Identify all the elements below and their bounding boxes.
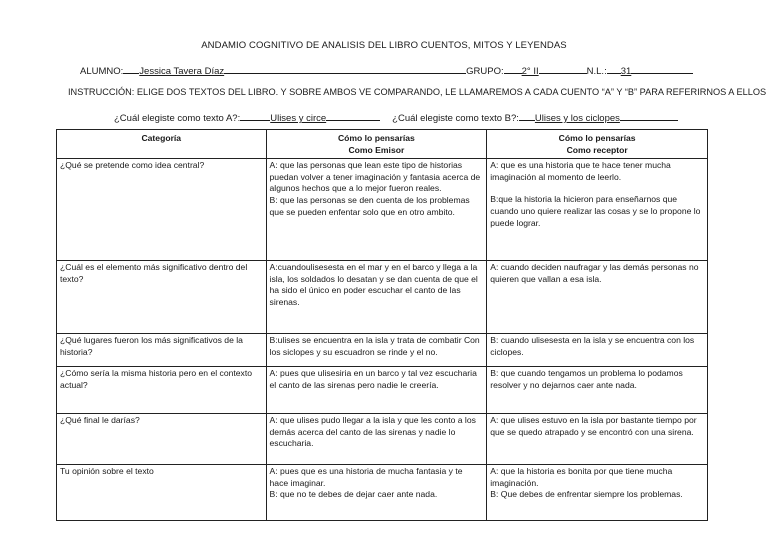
header-categoria: Categoría: [57, 130, 267, 159]
blank-line: [519, 111, 535, 121]
emisor-cell: A: pues que ulisesiria en un barco y tal vez escucharia el canto de las sirenas pero nadie le creería.: [266, 367, 487, 414]
table-header-row: [57, 130, 708, 159]
table-row: [57, 367, 708, 414]
receptor-cell: B: cuando ulisesesta en la isla y se encuentra con los ciclopes.: [487, 334, 708, 367]
categoria-cell: ¿Qué se pretende como idea central?: [57, 159, 267, 261]
receptor-cell: A: que la historia es bonita por que tiene mucha imaginación. B: Que debes de enfrentar siempre los problemas.: [487, 465, 708, 521]
receptor-cell: B: que cuando tengamos un problema lo podamos resolver y no dejarnos caer ante nada.: [487, 367, 708, 414]
blank-line: [607, 64, 621, 74]
nl-label: N.L.:: [586, 66, 607, 77]
blank-line: [539, 64, 587, 74]
grupo-value: 2° II: [521, 66, 539, 77]
receptor-cell: A: cuando deciden naufragar y las demás personas no quieren que vallan a esa isla.: [487, 261, 708, 334]
categoria-cell: ¿Qué final le darías?: [57, 414, 267, 465]
document-title: ANDAMIO COGNITIVO DE ANALISIS DEL LIBRO CUENTOS, MITOS Y LEYENDAS: [201, 40, 567, 51]
categoria-cell: ¿Qué lugares fueron los más significativos de la historia?: [57, 334, 267, 367]
alumno-value: Jessica Tavera Díaz: [139, 66, 225, 77]
alumno-label: ALUMNO:: [80, 66, 124, 77]
header-receptor: Cómo lo pensarías Como receptor: [487, 130, 708, 159]
table-row: [57, 414, 708, 465]
blank-line: [326, 111, 380, 121]
emisor-cell: A: que las personas que lean este tipo de historias puedan volver a tener imaginación y fantasia acerca de algunos hechos que a lo mejor fueron reales. B: que las personas se den cuenta de los problemas que se pueden enfentar solo que en otro ambito.: [266, 159, 487, 261]
header-emisor: Cómo lo pensarías Como Emisor: [266, 130, 487, 159]
text-a-label: ¿Cuál elegiste como texto A?:: [114, 113, 241, 124]
table-row: [57, 261, 708, 334]
receptor-cell: A: que ulises estuvo en la isla por bastante tiempo por que se quedo atrapado y se encontró con una sirena.: [487, 414, 708, 465]
emisor-cell: A: que ulises pudo llegar a la isla y que les conto a los demás acerca del canto de las sirenas y nadie lo escucharia.: [266, 414, 487, 465]
blank-line: [240, 111, 270, 121]
categoria-cell: Tu opinión sobre el texto: [57, 465, 267, 521]
grupo-label: GRUPO:: [466, 66, 504, 77]
table-row: [57, 465, 708, 521]
chosen-texts-line: [114, 111, 678, 124]
emisor-cell: A:cuandoulisesesta en el mar y en el barco y llega a la isla, los soldados lo desatan y se dan cuenta de que el ha sido el único en poder escuchar el canto de las sirenas.: [266, 261, 487, 334]
analysis-table: [56, 129, 708, 521]
emisor-cell: A: pues que es una historia de mucha fantasia y te hace imaginar. B: que no te debes de dejar caer ante nada.: [266, 465, 487, 521]
blank-line: [631, 64, 693, 74]
table-row: [57, 159, 708, 261]
emisor-cell: B:ulises se encuentra en la isla y trata de combatir Con los siclopes y su escuadron se rinde y el no.: [266, 334, 487, 367]
receptor-cell: A: que es una historia que te hace tener mucha imaginación al momento de leerlo. B:que la historia la hicieron para enseñarnos que cuando uno quiere realizar las cosas y se lo propone lo puede lograr.: [487, 159, 708, 261]
blank-line: [504, 64, 522, 74]
categoria-cell: ¿Cómo sería la misma historia pero en el contexto actual?: [57, 367, 267, 414]
instruction-text: INSTRUCCIÓN: ELIGE DOS TEXTOS DEL LIBRO. Y SOBRE AMBOS VE COMPARANDO, LE LLAMAREMOS A CADA CUENTO “A” Y “B” PARA REFERIRNOS A ELLOS: [68, 87, 767, 97]
student-line: [80, 64, 693, 77]
text-b-value: Ulises y los ciclopes: [534, 113, 620, 124]
text-b-label: ¿Cuál elegiste como texto B?:: [392, 113, 519, 124]
blank-line: [224, 64, 466, 74]
nl-value: 31: [620, 66, 632, 77]
blank-line: [620, 111, 678, 121]
categoria-cell: ¿Cuál es el elemento más significativo dentro del texto?: [57, 261, 267, 334]
table-row: [57, 334, 708, 367]
blank-line: [123, 64, 139, 74]
text-a-value: Ulises y circe: [270, 113, 327, 124]
